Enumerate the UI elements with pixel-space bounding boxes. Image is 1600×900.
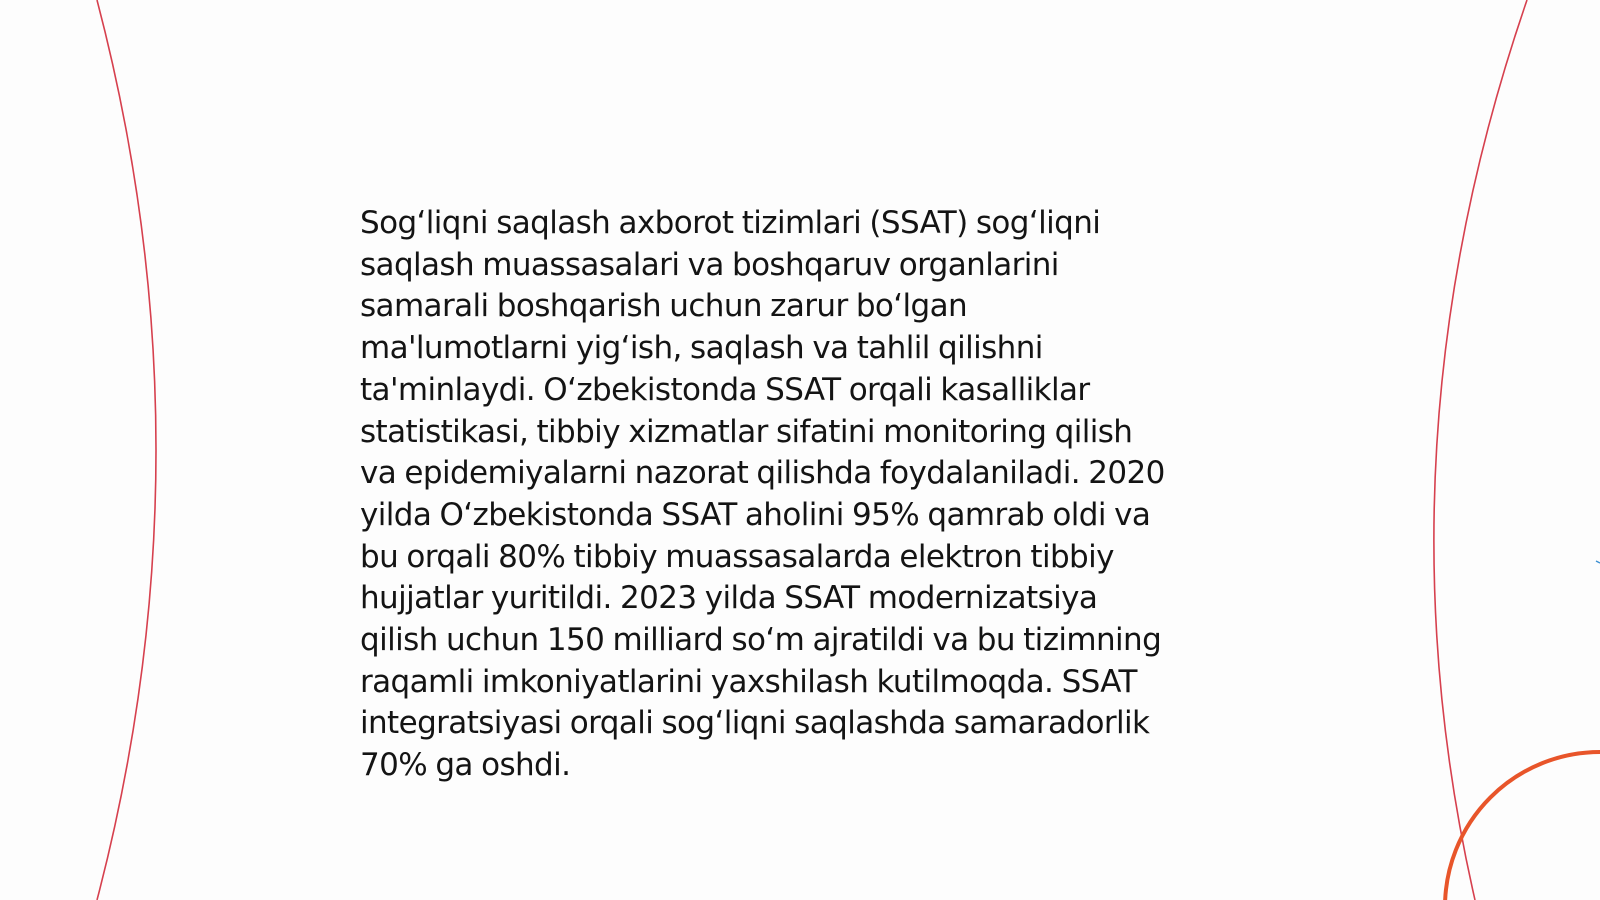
blue-edge-mark <box>1596 561 1600 563</box>
right-curve-line <box>1434 0 1527 900</box>
orange-ring-decoration <box>1445 752 1600 900</box>
body-paragraph: Sog‘liqni saqlash axborot tizimlari (SSAT) sog‘liqni saqlash muassasalari va boshqaruv organlarini samarali boshqarish uchun zarur bo‘lgan ma'lumotlarni yig‘ish, saqlash va tahlil qilishni ta'minlaydi. O‘zbekistonda SSAT orqali kasalliklar statistikasi, tibbiy xizmatlar sifatini monitoring qilish va epidemiyalarni nazorat qilishda foydalaniladi. 2020 yilda O‘zbekistonda SSAT aholini 95% qamrab oldi va bu orqali 80% tibbiy muassasalarda elektron tibbiy hujjatlar yuritildi. 2023 yilda SSAT modernizatsiya qilish uchun 150 milliard so‘m ajratildi va bu tizimning raqamli imkoniyatlarini yaxshilash kutilmoqda. SSAT integratsiyasi orqali sog‘liqni saqlashda samaradorlik 70% ga oshdi. <box>360 205 1165 784</box>
left-curve-line <box>97 0 156 900</box>
